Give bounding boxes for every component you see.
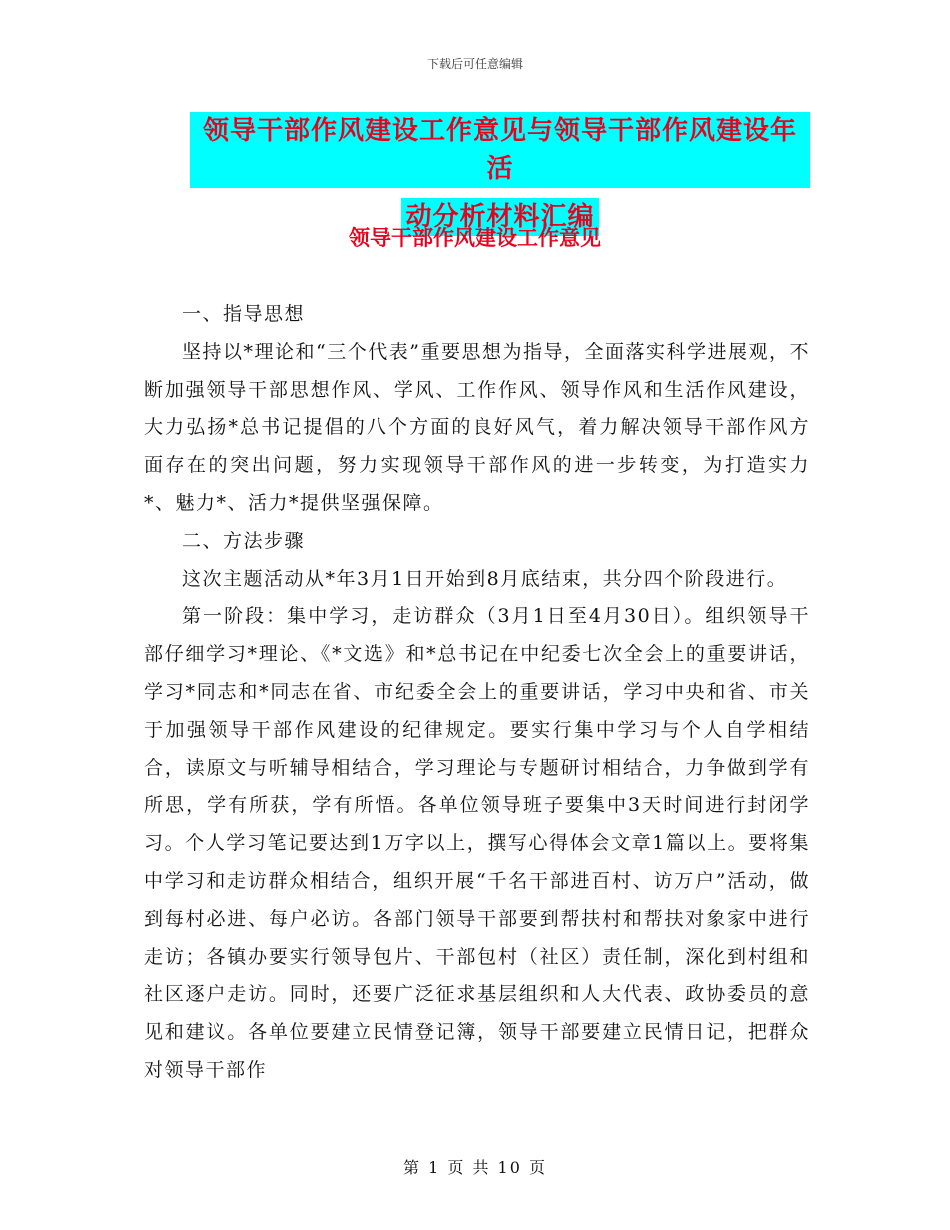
paragraph-stage-one: 第一阶段：集中学习，走访群众（3月1日至4月30日）。组织领导干部仔细学习*理论、《*文选》和*总书记在中纪委七次全会上的重要讲话，学习*同志和*同志在省、市纪委全会上的重要讲话，学习中央和省、市关于加强领导干部作风建设的纪律规定。要实行集中学习与个人自学相结合，读原文与听辅导相结合，学习理论与专题研讨相结合，力争做到学有所思，学有所获，学有所悟。各单位领导班子要集中3天时间进行封闭学习。个人学习笔记要达到1万字以上，撰写心得体会文章1篇以上。要将集中学习和走访群众相结合，组织开展“千名干部进百村、访万户”活动，做到每村必进、每户必访。各部门领导干部要到帮扶村和帮扶对象家中进行走访；各镇办要实行领导包片、干部包村（社区）责任制，深化到村组和社区逐户走访。同时，还要广泛征求基层组织和人大代表、政协委员的意见和建议。各单位要建立民情登记簿，领导干部要建立民情日记，把群众对领导干部作 [144, 605, 810, 1081]
document-body [144, 296, 810, 1090]
paragraph-guiding-thought: 坚持以*理论和“三个代表”重要思想为指导，全面落实科学进展观，不断加强领导干部思想作风、学风、工作作风、领导作风和生活作风建设，大力弘扬*总书记提倡的八个方面的良好风气，着力解决领导干部作风方面存在的突出问题，努力实现领导干部作风的进一步转变，为打造实力*、魅力*、活力*提供坚强保障。 [144, 340, 810, 514]
heading-guiding-thought: 一、指导思想 [182, 303, 306, 325]
title-line-2: 动分析材料汇编 [401, 198, 598, 236]
header-note: 下载后可任意编辑 [426, 57, 523, 71]
paragraph-schedule: 这次主题活动从*年3月1日开始到8月底结束，共分四个阶段进行。 [182, 567, 788, 590]
section-title: 领导干部作风建设工作意见 [349, 226, 601, 250]
page-footer: 第 1 页 共 10 页 [403, 1158, 547, 1177]
title-line-1: 领导干部作风建设工作意见与领导干部作风建设年活 [190, 112, 810, 188]
heading-method-steps: 二、方法步骤 [182, 529, 306, 552]
